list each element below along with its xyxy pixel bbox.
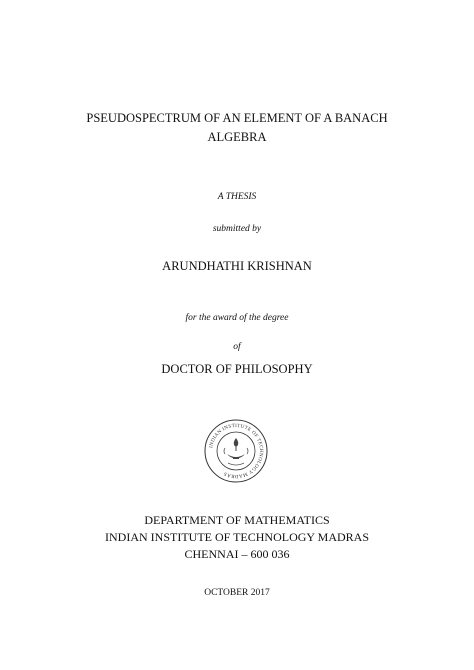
iit-madras-seal-icon (203, 418, 269, 484)
submission-date: OCTOBER 2017 (204, 588, 270, 598)
thesis-type: A THESIS (217, 192, 257, 202)
institute-name: INDIAN INSTITUTE OF TECHNOLOGY MADRAS (105, 530, 369, 544)
of-text: of (233, 342, 241, 352)
submitted-by-label: submitted by (212, 224, 262, 234)
award-text: for the award of the degree (185, 313, 289, 323)
author-name: ARUNDHATHI KRISHNAN (162, 259, 312, 273)
city-line: CHENNAI – 600 036 (184, 547, 290, 561)
degree-name: DOCTOR OF PHILOSOPHY (161, 362, 313, 376)
title-line-2: ALGEBRA (207, 130, 267, 144)
title-line-1: PSEUDOSPECTRUM OF AN ELEMENT OF A BANACH (86, 111, 388, 125)
department-name: DEPARTMENT OF MATHEMATICS (144, 513, 330, 527)
seal-ring-text: INDIAN INSTITUTE OF TECHNOLOGY MADRAS (209, 423, 264, 479)
